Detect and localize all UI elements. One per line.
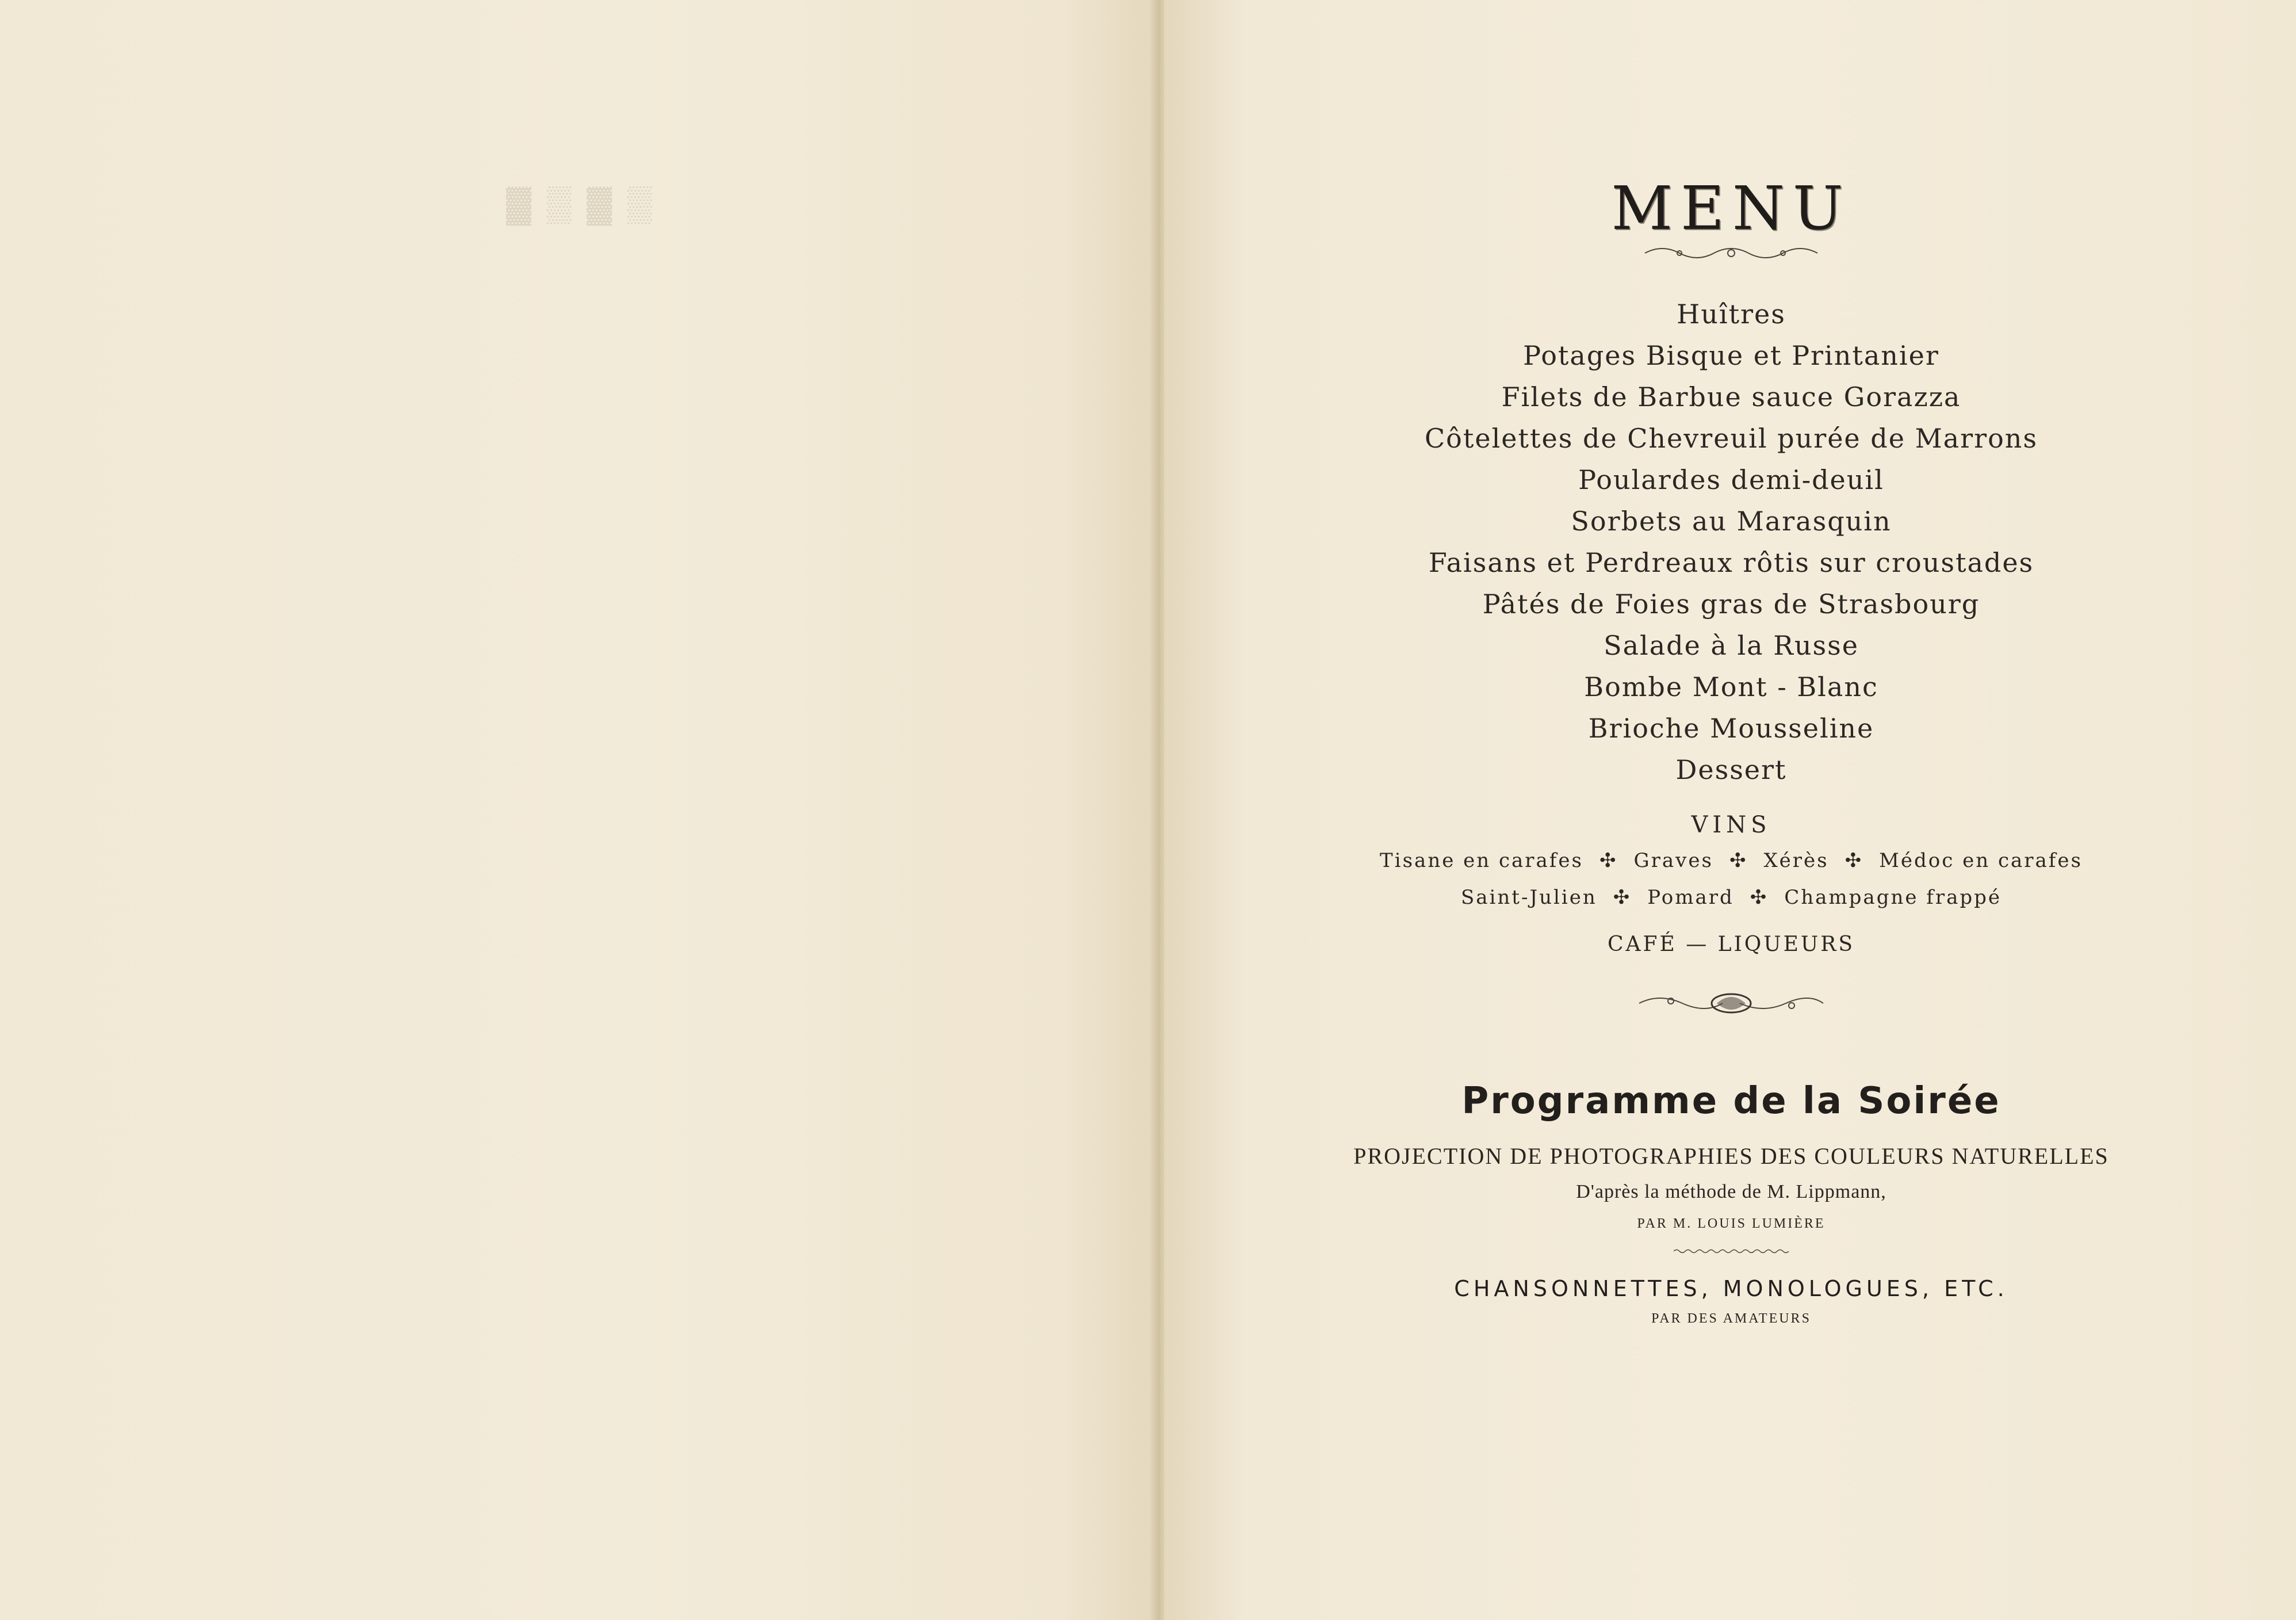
dish-item: Côtelettes de Chevreuil purée de Marrons — [1424, 423, 2038, 454]
dish-item: Poulardes demi-deuil — [1578, 464, 1884, 495]
chansonnettes-line: CHANSONNETTES, MONOLOGUES, ETC. — [1454, 1276, 2008, 1301]
wine-item: Graves — [1633, 849, 1713, 872]
title-flourish-ornament — [1639, 242, 1823, 265]
wine-item: Champagne frappé — [1784, 886, 2002, 909]
dish-item: Pâtés de Foies gras de Strasbourg — [1482, 589, 1980, 620]
projection-line: PROJECTION DE PHOTOGRAPHIES DES COULEURS NATURELLES — [1353, 1143, 2109, 1169]
dish-item: Brioche Mousseline — [1588, 713, 1874, 744]
separator-icon: ✣ — [1613, 886, 1632, 909]
dish-item: Salade à la Russe — [1604, 630, 1859, 661]
wine-item: Pomard — [1647, 886, 1734, 909]
bleed-through-mark: ▓ ▒ ▓ ▒ — [506, 185, 656, 223]
presenter-line: PAR M. LOUIS LUMIÈRE — [1637, 1216, 1826, 1231]
dish-item: Huîtres — [1677, 299, 1786, 330]
wine-item: Tisane en carafes — [1380, 849, 1583, 872]
method-line: D'après la méthode de M. Lippmann, — [1576, 1181, 1886, 1202]
separator-icon: ✣ — [1845, 849, 1863, 872]
separator-icon: ✣ — [1750, 886, 1769, 909]
separator-icon: ✣ — [1599, 849, 1618, 872]
wine-line-2 — [1288, 879, 2174, 916]
menu-title: MENU — [1611, 173, 1851, 243]
separator-icon: ✣ — [1729, 849, 1748, 872]
dish-list — [1288, 293, 2174, 790]
wines-heading: VINS — [1691, 812, 1771, 838]
flourish-ornament — [1636, 986, 1826, 1021]
menu-content — [1288, 173, 2174, 1331]
amateurs-line: PAR DES AMATEURS — [1651, 1311, 1811, 1326]
wine-item: Xérès — [1763, 849, 1829, 872]
dish-item: Filets de Barbue sauce Gorazza — [1501, 381, 1961, 412]
cafe-liqueurs-line: CAFÉ — LIQUEURS — [1607, 933, 1855, 956]
wavy-divider — [1674, 1247, 1789, 1255]
dish-item: Sorbets au Marasquin — [1571, 506, 1892, 537]
dish-item: Bombe Mont - Blanc — [1584, 671, 1878, 702]
dish-item: Faisans et Perdreaux rôtis sur croustades — [1428, 547, 2034, 578]
wine-line-1 — [1288, 842, 2174, 879]
dish-item: Dessert — [1675, 754, 1787, 785]
dish-item: Potages Bisque et Printanier — [1523, 340, 1939, 371]
wine-item: Saint-Julien — [1460, 886, 1597, 909]
wine-item: Médoc en carafes — [1879, 849, 2083, 872]
programme-title: Programme de la Soirée — [1461, 1080, 2001, 1122]
